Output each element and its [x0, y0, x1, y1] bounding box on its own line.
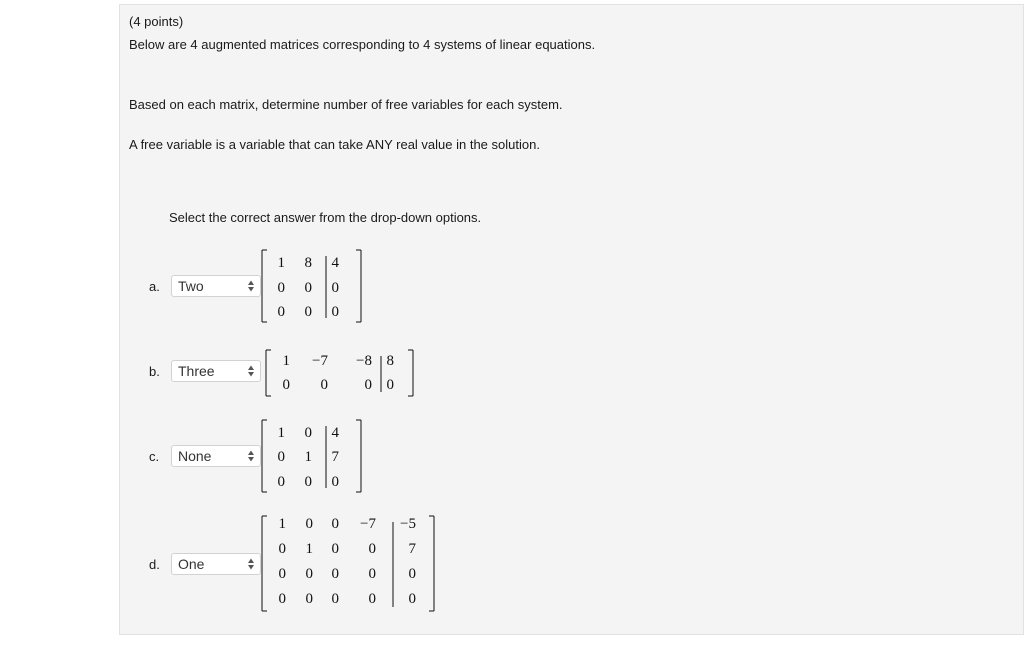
matrix-entry: 0: [368, 541, 376, 557]
matrix-constant: 7: [331, 449, 339, 465]
matrix-entry: 0: [278, 541, 286, 557]
selected-value: None: [178, 448, 212, 464]
matrix-entry: 0: [277, 449, 285, 465]
intro-text: Below are 4 augmented matrices corresponding to 4 systems of linear equations.: [129, 37, 596, 52]
matrix-entry: −7: [312, 353, 328, 369]
matrix-entry: 1: [277, 255, 285, 271]
matrix-entry: 0: [277, 280, 285, 296]
matrix-entry: 0: [331, 566, 339, 582]
matrix-entry: 0: [282, 377, 290, 393]
points-label: (4 points): [129, 14, 184, 29]
matrix-entry: −7: [360, 516, 376, 532]
matrix-entry: 0: [304, 304, 312, 320]
matrix-constant: −5: [400, 516, 416, 532]
matrix-entry: 0: [320, 377, 328, 393]
task-text: Based on each matrix, determine number of free variables for each system.: [129, 97, 563, 112]
matrix-entry: 0: [305, 566, 313, 582]
matrix-constant: 0: [408, 566, 416, 582]
question-letter: c.: [149, 449, 160, 464]
definition-text: A free variable is a variable that can take ANY real value in the solution.: [129, 137, 540, 152]
matrix-entry: 1: [304, 449, 312, 465]
matrix-constant: 0: [331, 304, 339, 320]
matrix-entry: 0: [305, 591, 313, 607]
matrix-entry: 0: [304, 474, 312, 490]
matrix-constant: 7: [408, 541, 416, 557]
matrix-entry: −8: [356, 353, 372, 369]
matrix-constant: 0: [331, 474, 339, 490]
matrix-entry: 0: [277, 304, 285, 320]
matrix-entry: 0: [278, 566, 286, 582]
matrix-entry: 0: [304, 425, 312, 441]
question-letter: d.: [149, 557, 160, 572]
question-letter: b.: [149, 364, 160, 379]
question-panel: [119, 4, 1024, 635]
matrix-d: [120, 5, 1025, 636]
matrix-entry: 0: [278, 591, 286, 607]
matrix-entry: 1: [277, 425, 285, 441]
matrix-constant: 4: [331, 255, 339, 271]
selected-value: One: [178, 556, 205, 572]
question-letter: a.: [149, 279, 160, 294]
selected-value: Three: [178, 363, 215, 379]
matrix-entry: 0: [368, 566, 376, 582]
matrix-constant: 8: [386, 353, 394, 369]
matrix-constant: 0: [386, 377, 394, 393]
matrix-entry: 0: [277, 474, 285, 490]
matrix-constant: 0: [331, 280, 339, 296]
matrix-entry: 0: [368, 591, 376, 607]
matrix-constant: 0: [408, 591, 416, 607]
matrix-entry: 1: [278, 516, 286, 532]
selected-value: Two: [178, 278, 204, 294]
matrix-entry: 0: [364, 377, 372, 393]
instruction-text: Select the correct answer from the drop-down options.: [169, 210, 482, 225]
matrix-entry: 0: [331, 591, 339, 607]
matrix-entry: 1: [282, 353, 290, 369]
matrix-entry: 0: [305, 516, 313, 532]
matrix-entry: 0: [331, 516, 339, 532]
matrix-entry: 1: [305, 541, 313, 557]
matrix-entry: 8: [304, 255, 312, 271]
matrix-entry: 0: [304, 280, 312, 296]
matrix-constant: 4: [331, 425, 339, 441]
matrix-entry: 0: [331, 541, 339, 557]
